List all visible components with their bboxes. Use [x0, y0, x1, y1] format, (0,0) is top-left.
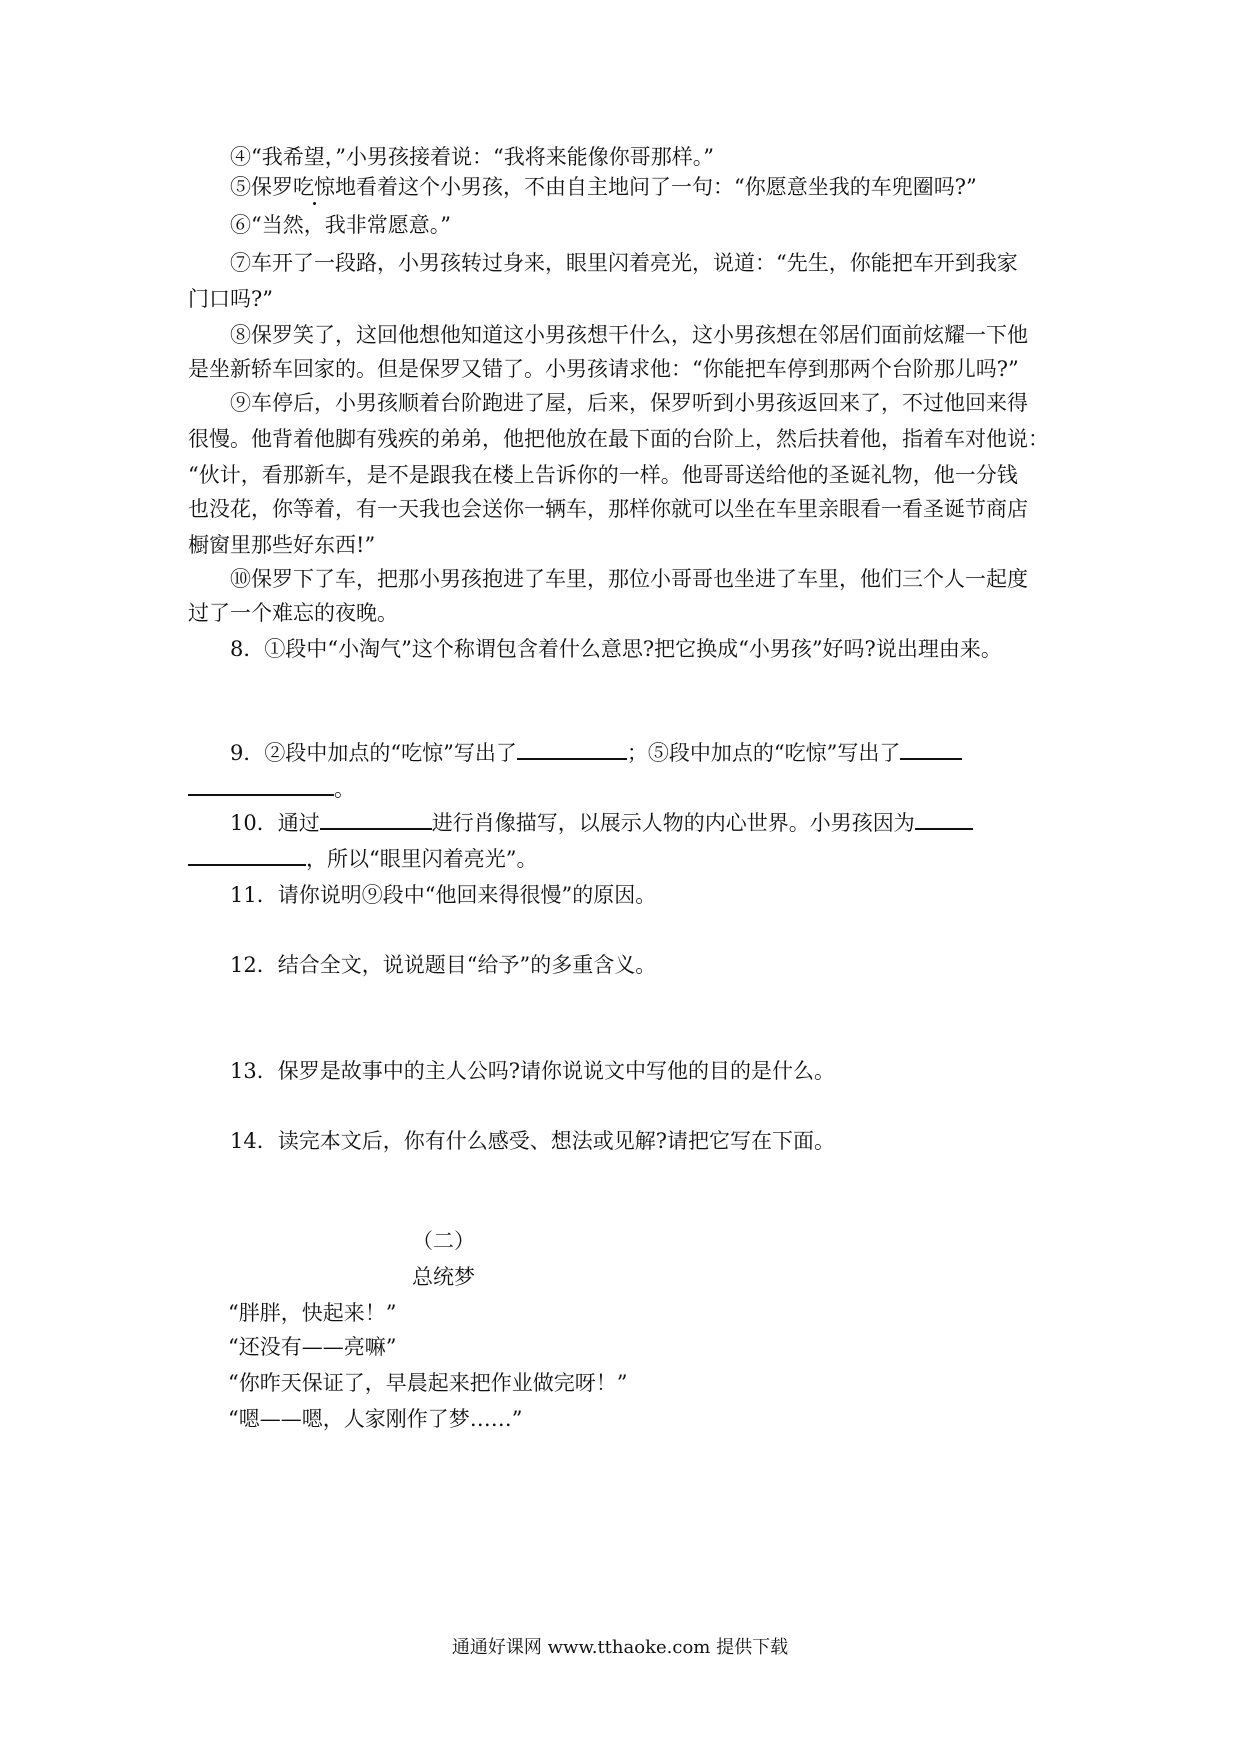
question-9-part-2: ；⑤段中加点的“吃惊”写出了 [626, 741, 901, 765]
answer-blank-9c[interactable] [188, 774, 334, 796]
paragraph-9-line-2: 很慢。他背着他脚有残疾的弟弟，他把他放在最下面的台阶上，然后扶着他，指着车对他说： [188, 427, 1049, 451]
paragraph-8-line-1: ⑧保罗笑了，这回他想他知道这小男孩想干什么，这小男孩想在邻居们面前炫耀一下他 [230, 323, 1028, 347]
paragraph-6: ⑥“当然，我非常愿意。” [230, 213, 451, 237]
paragraph-9-line-1: ⑨车停后，小男孩顺着台阶跑进了屋，后来，保罗听到小男孩返回来了，不过他回来得 [230, 391, 1028, 415]
question-9-continued [188, 774, 1068, 804]
question-9-part-1: 9．②段中加点的“吃惊”写出了 [230, 741, 517, 765]
dialogue-line-4: “嗯——嗯，人家刚作了梦……” [228, 1407, 523, 1431]
question-14: 14．读完本文后，你有什么感受、想法或见解?请把它写在下面。 [230, 1129, 835, 1153]
answer-blank-10c[interactable] [188, 844, 306, 866]
question-10-end: ，所以“眼里闪着亮光”。 [306, 847, 538, 871]
question-10-part-1: 10．通过 [230, 811, 320, 835]
paragraph-10-line-1: ⑩保罗下了车，把那小男孩抱进了车里，那位小哥哥也坐进了车里，他们三个人一起度 [230, 567, 1028, 591]
paragraph-7-line-2: 门口吗?” [188, 287, 273, 311]
paragraph-10-line-2: 过了一个难忘的夜晚。 [188, 601, 398, 625]
question-8: 8．①段中“小淘气”这个称谓包含着什么意思?把它换成“小男孩”好吗?说出理由来。 [230, 637, 1002, 661]
dialogue-line-1: “胖胖，快起来！” [228, 1301, 397, 1325]
section-title: 总统梦 [412, 1265, 475, 1289]
question-9-end: 。 [334, 777, 355, 801]
question-10-continued [188, 844, 1068, 874]
answer-blank-10b[interactable] [915, 808, 973, 830]
question-10-part-2: 进行肖像描写，以展示人物的内心世界。小男孩因为 [431, 811, 915, 835]
question-13: 13．保罗是故事中的主人公吗?请你说说文中写他的目的是什么。 [230, 1059, 835, 1083]
paragraph-5-start: ⑤保罗 [230, 175, 293, 199]
answer-blank-10a[interactable] [320, 808, 432, 830]
answer-blank-9b[interactable] [900, 738, 962, 760]
question-10 [230, 808, 1110, 838]
section-number: （二） [412, 1229, 475, 1253]
paragraph-5-end: 地看着这个小男孩，不由自主地问了一句：“你愿意坐我的车兜圈吗?” [335, 175, 977, 199]
paragraph-9-line-5: 橱窗里那些好东西!” [188, 533, 376, 557]
answer-blank-9a[interactable] [517, 738, 627, 760]
page-footer: 通通好课网 www.tthaoke.com 提供下载 [451, 1637, 789, 1658]
paragraph-5 [230, 172, 1068, 202]
paragraph-8-line-2: 是坐新轿车回家的。但是保罗又错了。小男孩请求他：“你能把车停到那两个台阶那儿吗?” [188, 357, 1019, 381]
dotted-word-chijing: 吃惊 [293, 175, 335, 199]
question-11: 11．请你说明⑨段中“他回来得很慢”的原因。 [230, 883, 657, 907]
question-9 [230, 738, 1110, 768]
paragraph-7-line-1: ⑦车开了一段路，小男孩转过身来，眼里闪着亮光，说道：“先生，你能把车开到我家 [230, 251, 1018, 275]
paragraph-4: ④“我希望，”小男孩接着说：“我将来能像你哥那样。” [230, 145, 714, 169]
paragraph-9-line-3: “伙计，看那新车，是不是跟我在楼上告诉你的一样。他哥哥送给他的圣诞礼物，他一分钱 [188, 463, 1018, 487]
dialogue-line-2: “还没有——亮嘛” [228, 1335, 397, 1359]
dialogue-line-3: “你昨天保证了，早晨起来把作业做完呀！” [228, 1371, 628, 1395]
paragraph-9-line-4: 也没花，你等着，有一天我也会送你一辆车，那样你就可以坐在车里亲眼看一看圣诞节商店 [188, 497, 1028, 521]
question-12: 12．结合全文，说说题目“给予”的多重含义。 [230, 953, 657, 977]
